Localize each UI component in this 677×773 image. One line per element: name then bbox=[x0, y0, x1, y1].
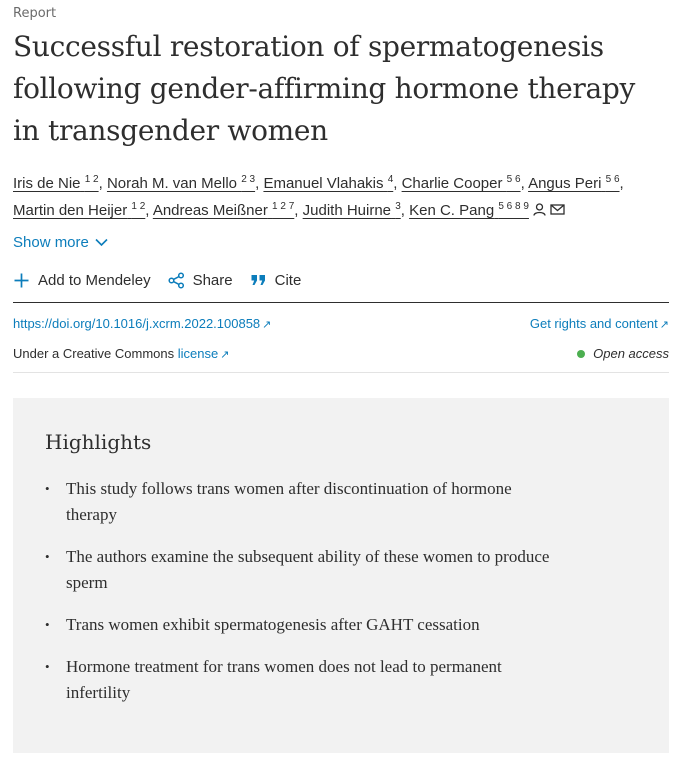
list-item: • The authors examine the subsequent ability of these women to produce sperm bbox=[45, 544, 565, 596]
author-link[interactable]: Iris de Nie $^{1 2}$ bbox=[13, 174, 99, 192]
external-arrow-icon: ↗ bbox=[220, 349, 230, 361]
author-link[interactable]: Norah M. van Mello $^{2 3}$ bbox=[106, 174, 256, 192]
license-link[interactable]: license ↗ bbox=[177, 346, 230, 361]
author-link[interactable]: Emanuel Vlahakis $^4$ bbox=[263, 174, 394, 192]
cite-button[interactable]: Cite bbox=[250, 272, 302, 289]
license-line: Under a Creative Commons license ↗ bbox=[13, 346, 230, 361]
article-actions bbox=[13, 272, 318, 289]
author-list: Iris de Nie $^{1 2}$, Norah M. van Mello $^{2 3}$, Emanuel Vlahakis $^4$, Charlie Cooper $^{5 6}$, Angus Peri $^{5 6}$, Martin den Heijer $^{1 2}$, Andreas Meißner $^{1 2 7}$, Judith Huirne $^3$, Ken C. Pang $^{5 6 8 9}$ bbox=[13, 174, 624, 219]
doi-link[interactable]: https://doi.org/10.1016/j.xcrm.2022.100858 ↗ bbox=[13, 316, 272, 331]
share-button[interactable]: Share bbox=[168, 272, 233, 289]
list-item: • Trans women exhibit spermatogenesis after GAHT cessation bbox=[45, 612, 565, 638]
chevron-down-icon bbox=[95, 238, 108, 247]
actions-divider bbox=[13, 302, 669, 303]
rights-link[interactable]: Get rights and content ↗ bbox=[529, 316, 669, 331]
author-link[interactable]: Martin den Heijer $^{1 2}$ bbox=[13, 201, 146, 219]
list-item: • Hormone treatment for trans women does not lead to permanent infertility bbox=[45, 654, 565, 706]
plus-icon bbox=[13, 272, 30, 289]
highlights-list bbox=[45, 476, 565, 722]
highlights-box bbox=[13, 398, 669, 753]
article-type: Report bbox=[13, 6, 57, 21]
quote-icon bbox=[250, 272, 267, 289]
highlights-title: Highlights bbox=[45, 430, 152, 454]
person-icon bbox=[532, 203, 547, 216]
open-access-dot-icon bbox=[577, 350, 585, 358]
list-item: • This study follows trans women after discontinuation of hormone therapy bbox=[45, 476, 565, 528]
author-link[interactable]: Judith Huirne $^3$ bbox=[302, 201, 401, 219]
add-to-mendeley-button[interactable]: Add to Mendeley bbox=[13, 272, 151, 289]
author-link[interactable]: Charlie Cooper $^{5 6}$ bbox=[401, 174, 521, 192]
meta-divider bbox=[13, 372, 669, 373]
envelope-icon bbox=[550, 203, 565, 216]
share-icon bbox=[168, 272, 185, 289]
external-arrow-icon: ↗ bbox=[262, 319, 272, 331]
external-arrow-icon: ↗ bbox=[659, 319, 669, 331]
open-access-badge: Open access bbox=[577, 346, 669, 361]
author-link[interactable]: Angus Peri $^{5 6}$ bbox=[528, 174, 620, 192]
show-more-button[interactable]: Show more bbox=[13, 234, 108, 251]
article-title: Successful restoration of spermatogenesis following gender-affirming hormone therapy in transgender women bbox=[13, 30, 636, 147]
author-link[interactable]: Andreas Meißner $^{1 2 7}$ bbox=[152, 201, 295, 219]
author-link[interactable]: Ken C. Pang $^{5 6 8 9}$ bbox=[409, 202, 565, 219]
